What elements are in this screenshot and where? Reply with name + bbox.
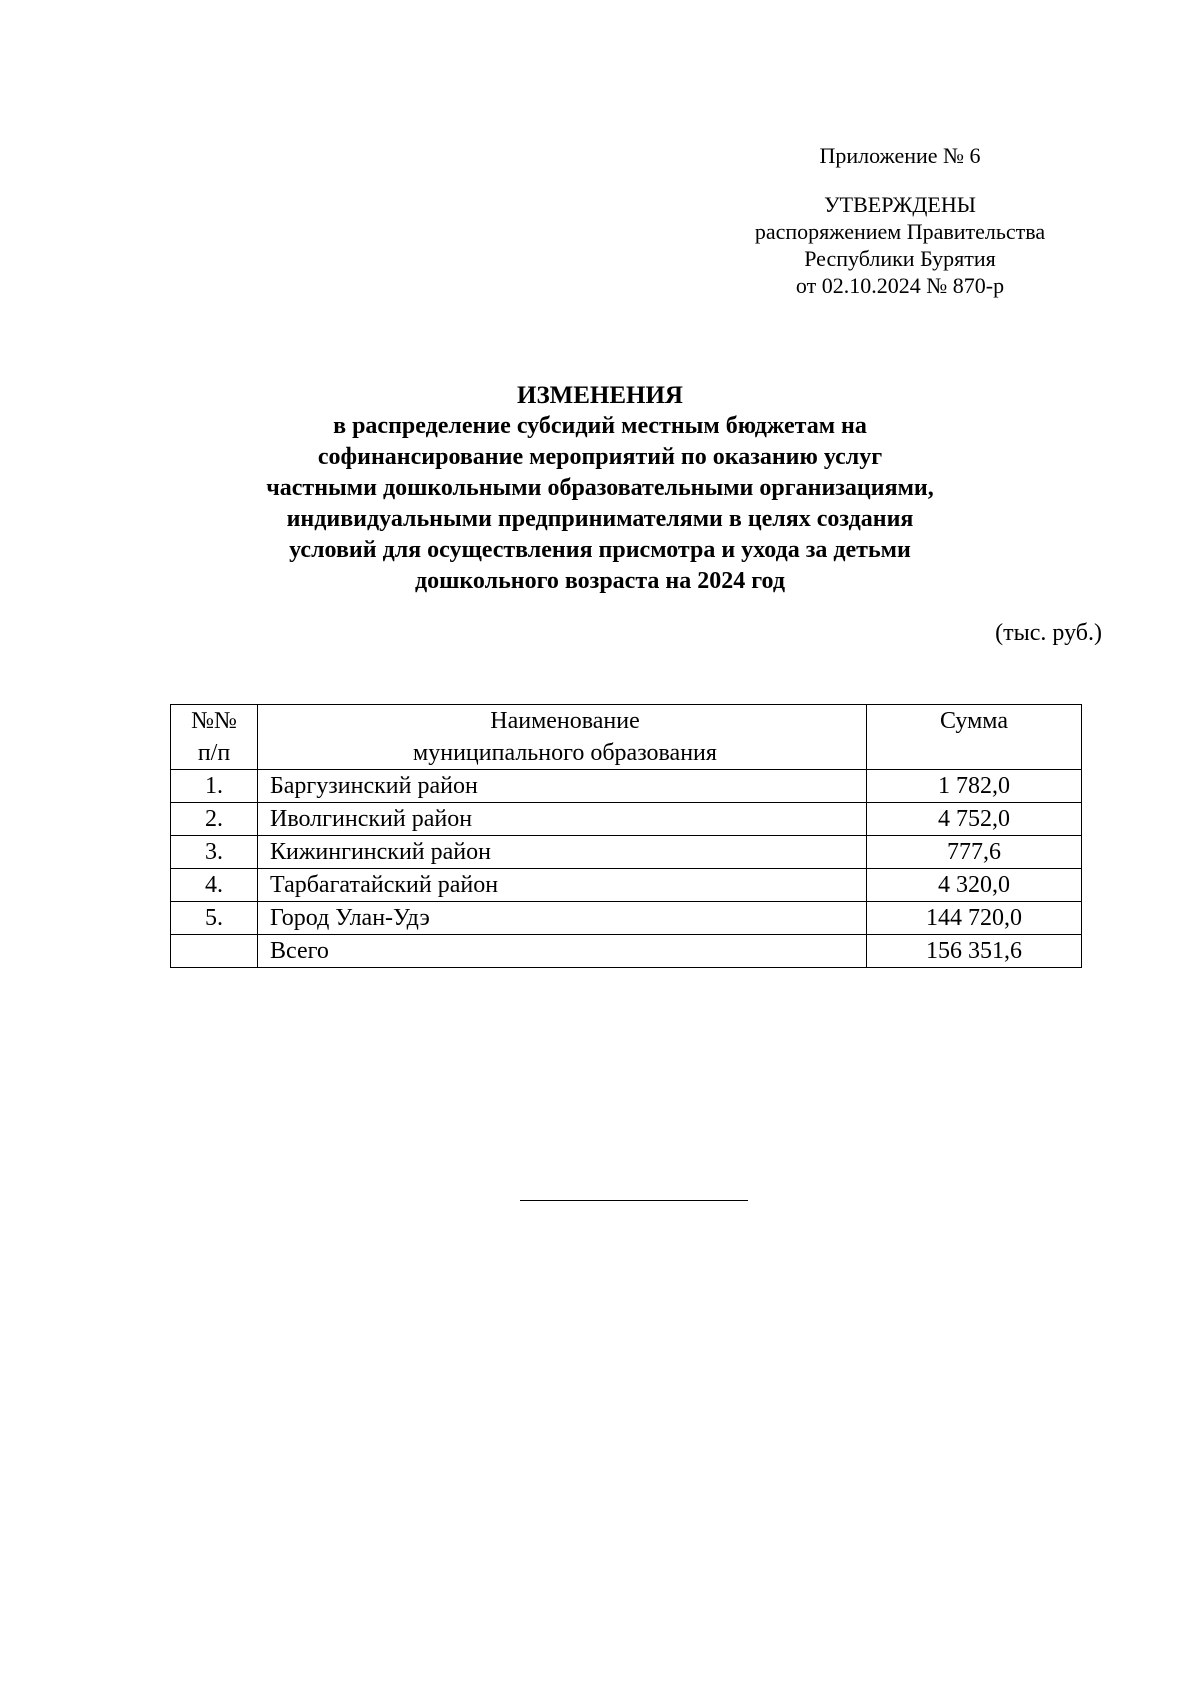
header-number-line-1: №№: [191, 708, 237, 734]
closing-separator-line: [520, 1200, 748, 1201]
row-name: Город Улан-Удэ: [258, 902, 867, 935]
approved-label: УТВЕРЖДЕНЫ: [824, 192, 976, 217]
row-sum: 4 320,0: [867, 869, 1082, 902]
total-label: Всего: [258, 935, 867, 968]
table-header-row: [171, 705, 1082, 770]
distribution-table: [170, 704, 1082, 968]
table-row: [171, 902, 1082, 935]
header-number: [171, 705, 258, 770]
approval-block: [700, 142, 1100, 299]
table-row: [171, 869, 1082, 902]
title-line-2: софинансирование мероприятий по оказанию услуг: [317, 444, 883, 470]
row-name: Кижингинский район: [258, 836, 867, 869]
header-name: [258, 705, 867, 770]
table-row: [171, 770, 1082, 803]
title-line-6: дошкольного возраста на 2024 год: [415, 568, 785, 594]
row-number: 5.: [171, 902, 258, 935]
title-line-4: индивидуальными предпринимателями в целях создания: [286, 506, 914, 532]
table-row: [171, 836, 1082, 869]
row-sum: 777,6: [867, 836, 1082, 869]
approval-line-2: Республики Бурятия: [804, 246, 996, 271]
total-number: [171, 935, 258, 968]
total-row: [171, 935, 1082, 968]
table-row: [171, 803, 1082, 836]
header-number-line-2: п/п: [197, 740, 231, 766]
row-name: Баргузинский район: [258, 770, 867, 803]
row-number: 3.: [171, 836, 258, 869]
title-line-3: частными дошкольными образовательными организациями,: [266, 475, 934, 501]
annex-label: Приложение № 6: [819, 143, 981, 168]
row-number: 2.: [171, 803, 258, 836]
units-label: (тыс. руб.): [995, 620, 1102, 646]
header-name-line-2: муниципального образования: [413, 740, 717, 766]
header-sum: Сумма: [867, 705, 1082, 770]
row-name: Тарбагатайский район: [258, 869, 867, 902]
title-main: ИЗМЕНЕНИЯ: [517, 382, 683, 409]
row-sum: 4 752,0: [867, 803, 1082, 836]
approval-line-3: от 02.10.2024 № 870-р: [795, 273, 1005, 298]
row-sum: 144 720,0: [867, 902, 1082, 935]
title-line-5: условий для осуществления присмотра и ухода за детьми: [289, 537, 911, 563]
approval-line-1: распоряжением Правительства: [754, 219, 1046, 244]
header-name-line-1: Наименование: [490, 708, 640, 734]
total-sum: 156 351,6: [867, 935, 1082, 968]
document-title: [100, 380, 1100, 597]
row-name: Иволгинский район: [258, 803, 867, 836]
row-number: 4.: [171, 869, 258, 902]
row-sum: 1 782,0: [867, 770, 1082, 803]
row-number: 1.: [171, 770, 258, 803]
title-line-1: в распределение субсидий местным бюджетам на: [333, 413, 867, 439]
